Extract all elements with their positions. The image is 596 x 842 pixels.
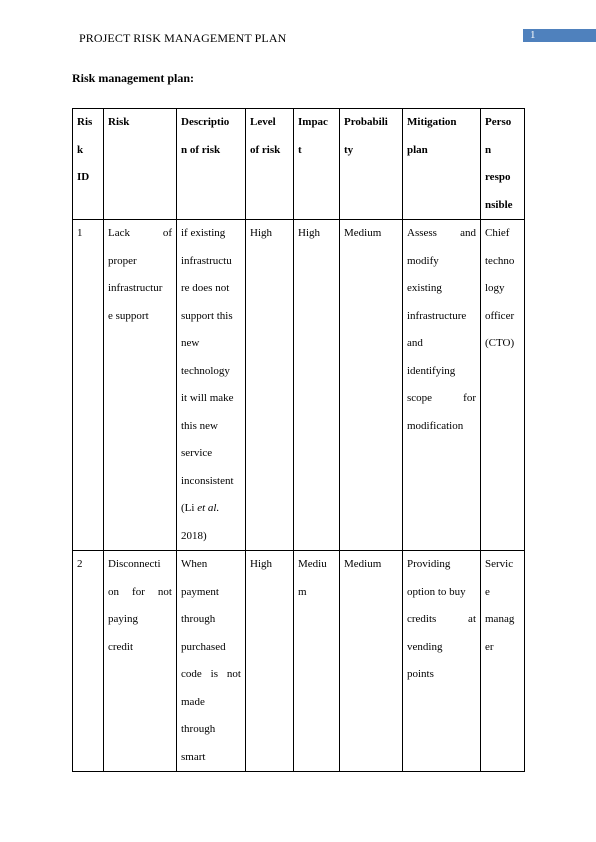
cell-level: High <box>246 220 294 551</box>
cell-impact: Mediu m <box>294 551 340 772</box>
table-row <box>73 551 525 772</box>
cell-person: Servic e manag er <box>481 551 525 772</box>
header-probability: Probabili ty <box>340 109 403 220</box>
page-number-badge <box>523 29 596 42</box>
cell-risk: Disconnecti on for not paying credit <box>104 551 177 772</box>
cell-description: When payment through purchased code is not made through smart <box>177 551 246 772</box>
cell-probability: Medium <box>340 220 403 551</box>
cell-risk-id: 2 <box>73 551 104 772</box>
cell-mitigation: Assess and modify existing infrastructure and identifying scope for modification <box>403 220 481 551</box>
cell-risk-id: 1 <box>73 220 104 551</box>
cell-person: Chief techno logy officer (CTO) <box>481 220 525 551</box>
page-number: 1 <box>530 29 536 41</box>
running-header-title: PROJECT RISK MANAGEMENT PLAN <box>79 31 287 45</box>
header-mitigation: Mitigation plan <box>403 109 481 220</box>
cell-description: if existing infrastructu re does not support this new technology it will make this new service inconsistent (Li et al. 2018) <box>177 220 246 551</box>
header-description: Descriptio n of risk <box>177 109 246 220</box>
section-heading: Risk management plan: <box>72 71 195 85</box>
cell-risk: Lack of proper infrastructur e support <box>104 220 177 551</box>
table-header-row <box>73 109 525 220</box>
header-risk: Risk <box>104 109 177 220</box>
cell-impact: High <box>294 220 340 551</box>
header-impact: Impac t <box>294 109 340 220</box>
cell-level: High <box>246 551 294 772</box>
header-person: Perso n respo nsible <box>481 109 525 220</box>
cell-probability: Medium <box>340 551 403 772</box>
header-level: Level of risk <box>246 109 294 220</box>
risk-table <box>72 108 525 772</box>
header-risk-id: Ris k ID <box>73 109 104 220</box>
cell-mitigation: Providing option to buy credits at vending points <box>403 551 481 772</box>
table-row <box>73 220 525 551</box>
